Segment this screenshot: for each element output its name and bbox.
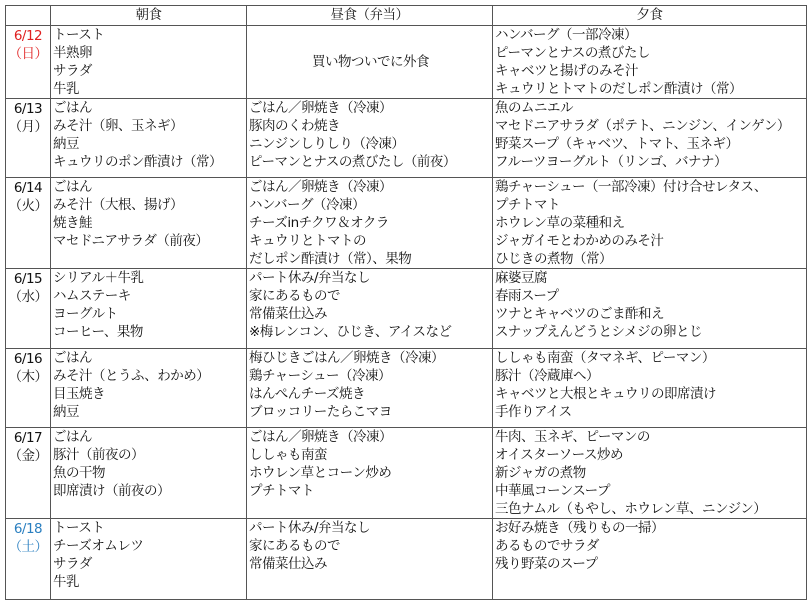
dinner-item: 新ジャガの煮物 [495,465,586,481]
weekday-label: （月） [8,119,48,135]
lunch-item: 梅ひじきごはん／卵焼き（冷凍） [249,350,444,366]
weekday-label: （水） [8,289,48,305]
dinner-item: 残り野菜のスープ [495,556,598,572]
header-lunch: 昼食（弁当） [247,6,493,26]
breakfast-item: ハムステーキ [53,288,131,304]
header-breakfast: 朝食 [51,6,247,26]
dinner-cell [493,428,807,519]
breakfast-cell [51,99,247,178]
dinner-cell [493,26,807,99]
breakfast-item: みそ汁（大根、揚げ） [53,197,183,213]
day-row [6,269,807,349]
dinner-item: ししゃも南蛮（タマネギ、ピーマン） [495,350,715,366]
dinner-item: 鶏チャーシュー（一部冷凍）付け合せレタス、 [495,179,767,195]
lunch-item: ししゃも南蛮 [249,447,327,463]
lunch-item: ホウレン草とコーン炒め [249,465,392,481]
dinner-item: オイスターソース炒め [495,447,623,463]
day-row [6,178,807,269]
breakfast-item: ごはん [53,179,92,195]
lunch-item: 家にあるもので [249,538,340,554]
dinner-item: 魚のムニエル [495,100,573,116]
breakfast-item: みそ汁（とうふ、わかめ） [53,368,210,384]
breakfast-item: 半熟卵 [53,45,92,61]
dinner-item: ひじきの煮物（常） [495,251,612,267]
dinner-item: 牛肉、玉ネギ、ピーマンの [495,429,650,445]
lunch-item: 買い物ついでに外食 [312,54,429,70]
date-label: 6/18 [13,521,43,537]
date-cell [6,178,51,269]
dinner-cell [493,99,807,178]
breakfast-item: 牛乳 [53,574,79,590]
lunch-item: プチトマト [249,483,314,499]
lunch-item: パート休み/弁当なし [249,270,371,286]
weekday-label: （木） [8,369,48,385]
lunch-item: ごはん／卵焼き（冷凍） [249,429,392,445]
day-row [6,99,807,178]
date-cell [6,26,51,99]
date-label: 6/16 [13,351,43,367]
weekday-label: （土） [8,539,48,555]
breakfast-item: 目玉焼き [53,386,105,402]
breakfast-item: 納豆 [53,136,79,152]
breakfast-item: 納豆 [53,404,79,420]
breakfast-item: ごはん [53,350,92,366]
lunch-cell [247,269,493,349]
lunch-cell [247,99,493,178]
breakfast-item: サラダ [53,63,92,79]
lunch-item: 常備菜仕込み [249,306,327,322]
dinner-item: スナップえんどうとシメジの卵とじ [495,324,703,340]
dinner-item: 野菜スープ（キャベツ、トマト、玉ネギ） [495,136,739,152]
lunch-cell [247,178,493,269]
breakfast-item: トースト [53,27,105,43]
dinner-item: 手作りアイス [495,404,572,420]
lunch-item: 常備菜仕込み [249,556,327,572]
lunch-cell [247,519,493,600]
lunch-item: だしポン酢漬け（常）、果物 [249,251,412,267]
dinner-cell [493,519,807,600]
weekday-label: （火） [8,198,48,214]
breakfast-item: ヨーグルト [53,306,118,322]
lunch-cell [247,26,493,99]
day-row [6,349,807,428]
lunch-cell [247,349,493,428]
date-label: 6/17 [13,430,43,446]
dinner-item: プチトマト [495,197,560,213]
lunch-item: キュウリとトマトの [249,233,366,249]
breakfast-item: サラダ [53,556,92,572]
breakfast-cell [51,269,247,349]
dinner-cell [493,269,807,349]
breakfast-cell [51,178,247,269]
date-label: 6/12 [13,28,43,44]
breakfast-cell [51,349,247,428]
date-label: 6/13 [13,101,43,117]
dinner-item: ハンバーグ（一部冷凍） [495,27,638,43]
dinner-cell [493,349,807,428]
breakfast-item: 焼き鮭 [53,215,92,231]
breakfast-item: キュウリのポン酢漬け（常） [53,154,222,170]
dinner-item: キャベツと揚げのみそ汁 [495,63,638,79]
lunch-item: ごはん／卵焼き（冷凍） [249,179,392,195]
dinner-item: ジャガイモとわかめのみそ汁 [495,233,664,249]
dinner-item: キャベツと大根とキュウリの即席漬け [495,386,716,402]
lunch-item: ごはん／卵焼き（冷凍） [249,100,392,116]
dinner-cell [493,178,807,269]
lunch-item: ニンジンしりしり（冷凍） [249,136,405,152]
breakfast-item: ごはん [53,100,92,116]
breakfast-item: ごはん [53,429,92,445]
lunch-item: 家にあるもので [249,288,340,304]
dinner-item: お好み焼き（残りもの一掃） [495,520,664,536]
dinner-item: マセドニアサラダ（ポテト、ニンジン、インゲン） [495,118,790,134]
dinner-item: 中華風コーンスープ [495,483,610,499]
dinner-item: キュウリとトマトのだしポン酢漬け（常） [495,81,742,97]
breakfast-item: みそ汁（卵、玉ネギ） [53,118,183,134]
breakfast-item: 豚汁（前夜の） [53,447,144,463]
lunch-item: チーズinチクワ＆オクラ [249,215,389,231]
dinner-item: ピーマンとナスの煮びたし [495,45,650,61]
day-row [6,26,807,99]
breakfast-cell [51,26,247,99]
breakfast-item: シリアル＋牛乳 [53,270,144,286]
breakfast-item: 牛乳 [53,81,79,97]
dinner-item: 麻婆豆腐 [495,270,547,286]
header-dinner: 夕食 [493,6,807,26]
lunch-item: ※梅レンコン、ひじき、アイスなど [249,324,452,340]
lunch-item: ピーマンとナスの煮びたし（前夜） [249,154,456,170]
breakfast-cell [51,519,247,600]
breakfast-item: コーヒー、果物 [53,324,143,340]
lunch-item: ハンバーグ（冷凍） [249,197,366,213]
breakfast-item: トースト [53,520,105,536]
dinner-item: あるものでサラダ [495,538,599,554]
lunch-item: 鶏チャーシュー（冷凍） [249,368,392,384]
lunch-item: 豚肉のくわ焼き [249,118,340,134]
breakfast-cell [51,428,247,519]
dinner-item: 春雨スープ [495,288,559,304]
date-cell [6,99,51,178]
date-cell [6,428,51,519]
dinner-item: 豚汁（冷蔵庫へ） [495,368,599,384]
date-label: 6/14 [13,180,43,196]
day-row [6,428,807,519]
dinner-item: ホウレン草の菜種和え [495,215,625,231]
date-cell [6,349,51,428]
date-cell [6,519,51,600]
header-date [6,6,51,26]
lunch-item: はんぺんチーズ焼き [249,386,366,402]
dinner-item: ツナとキャベツのごま酢和え [495,306,664,322]
header-row [6,6,807,26]
lunch-item: パート休み/弁当なし [249,520,371,536]
breakfast-item: チーズオムレツ [53,538,144,554]
breakfast-item: マセドニアサラダ（前夜） [53,233,209,249]
day-row [6,519,807,600]
meal-plan-table [5,5,807,600]
breakfast-item: 即席漬け（前夜の） [53,483,170,499]
breakfast-item: 魚の干物 [53,465,105,481]
lunch-cell [247,428,493,519]
weekday-label: （金） [8,448,48,464]
dinner-item: 三色ナムル（もやし、ホウレン草、ニンジン） [495,501,767,517]
lunch-item: ブロッコリーたらこマヨ [249,404,392,420]
dinner-item: フルーツヨーグルト（リンゴ、バナナ） [495,154,727,170]
weekday-label: （日） [8,46,48,62]
date-cell [6,269,51,349]
date-label: 6/15 [13,271,43,287]
